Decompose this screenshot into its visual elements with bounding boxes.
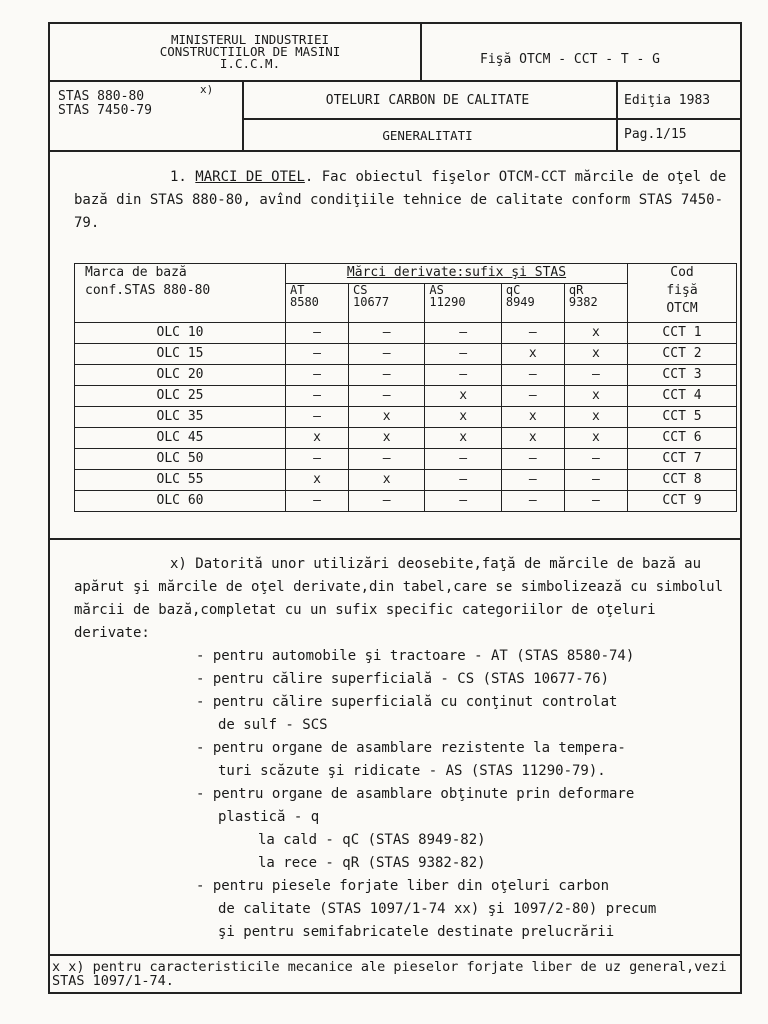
derived-mark-cell: x [501, 407, 564, 428]
list-item: - pentru organe de asamblare obţinute prin deformare [196, 786, 635, 802]
derived-mark-cell: – [564, 365, 627, 386]
derived-mark-cell: – [501, 386, 564, 407]
ministry-line-1: MINISTERUL INDUSTRIEI [170, 32, 330, 47]
derived-mark-cell: – [286, 365, 349, 386]
derived-mark-cell: – [501, 323, 564, 344]
header-vdivider-2 [242, 80, 244, 150]
derived-mark-cell: – [501, 470, 564, 491]
suffix-list [196, 645, 746, 944]
derived-mark-cell: x [564, 344, 627, 365]
list-item: - pentru piesele forjate liber din oţeluri carbon [196, 878, 610, 894]
table-row [75, 344, 737, 365]
suffix-code: qC [505, 282, 521, 297]
suffix-code: AS [429, 282, 444, 297]
intro-heading: MARCI DE OTEL [195, 169, 305, 185]
suffix-code: CS [353, 282, 368, 297]
table-row [75, 323, 737, 344]
derived-mark-cell: x [425, 386, 501, 407]
base-grade-cell: OLC 45 [75, 428, 286, 449]
code-cell: CCT 3 [628, 365, 737, 386]
base-grade-cell: OLC 20 [75, 365, 286, 386]
stas-line-2: STAS 7450-79 [58, 103, 152, 118]
code-cell: CCT 4 [628, 386, 737, 407]
header-divider-1 [48, 80, 742, 82]
edition: Ediţia 1983 [624, 93, 711, 108]
suffix-stas: 10677 [353, 294, 390, 309]
list-item: turi scăzute şi ridicate - AS (STAS 11290-79). [218, 763, 606, 779]
col-base-line-1: Marca de bază [85, 265, 187, 280]
base-grade-cell: OLC 60 [75, 491, 286, 512]
suffix-header [425, 283, 501, 322]
list-item: - pentru călire superficială - CS (STAS 10677-76) [196, 671, 610, 687]
derived-mark-cell: x [349, 470, 425, 491]
derived-mark-cell: x [564, 428, 627, 449]
col-base-line-2: conf.STAS 880-80 [85, 283, 211, 298]
code-cell: CCT 1 [628, 323, 737, 344]
note-paragraph [74, 553, 738, 645]
header-vdivider-3 [616, 80, 618, 150]
col-derived-header: Mărci derivate:sufix şi STAS [286, 264, 628, 284]
header-divider-3 [48, 150, 742, 152]
document-title: OTELURI CARBON DE CALITATE [325, 93, 530, 108]
derived-mark-cell: x [564, 407, 627, 428]
table-row [75, 386, 737, 407]
derived-mark-cell: x [349, 407, 425, 428]
derived-mark-cell: – [564, 449, 627, 470]
derived-mark-cell: – [286, 386, 349, 407]
suffix-stas: 11290 [429, 294, 466, 309]
derived-mark-cell: x [501, 428, 564, 449]
header-divider-2 [242, 118, 742, 120]
derived-mark-cell: – [501, 449, 564, 470]
col-code-line-2: fişă [666, 283, 698, 298]
list-item: la rece - qR (STAS 9382-82) [258, 855, 486, 871]
table-row [75, 470, 737, 491]
derived-mark-cell: – [286, 344, 349, 365]
footnote-text: pentru caracteristicile mecanice ale pieselor forjate liber de uz general,vezi STAS 1097/1-74. [52, 959, 727, 989]
intro-text: . Fac obiectul fişelor OTCM-CCT mărcile de oţel de bază din STAS 880-80, avînd condiţiile tehnice de calitate conform STAS 7450-79. [74, 169, 727, 231]
page-number: Pag.1/15 [624, 127, 687, 142]
code-cell: CCT 9 [628, 491, 737, 512]
derived-mark-cell: – [286, 323, 349, 344]
footnote-mark: x x) [52, 959, 85, 975]
derived-mark-cell: – [349, 386, 425, 407]
list-item: de sulf - SCS [218, 717, 328, 733]
derived-mark-cell: x [425, 428, 501, 449]
footnote [52, 960, 742, 988]
col-code-header [628, 264, 737, 323]
derived-mark-cell: – [501, 491, 564, 512]
derived-mark-cell: – [564, 491, 627, 512]
code-cell: CCT 7 [628, 449, 737, 470]
derived-mark-cell: – [425, 449, 501, 470]
base-grade-cell: OLC 10 [75, 323, 286, 344]
list-item: - pentru călire superficială cu conţinut controlat [196, 694, 618, 710]
intro-number: 1. [170, 169, 187, 185]
code-cell: CCT 2 [628, 344, 737, 365]
base-grade-cell: OLC 35 [75, 407, 286, 428]
derived-mark-cell: – [425, 470, 501, 491]
derived-mark-cell: – [349, 491, 425, 512]
derived-mark-cell: – [425, 323, 501, 344]
ministry-name [100, 34, 400, 70]
derived-mark-cell: – [425, 365, 501, 386]
derived-mark-cell: – [425, 344, 501, 365]
list-item: la cald - qC (STAS 8949-82) [258, 832, 486, 848]
derived-mark-cell: – [425, 491, 501, 512]
col-code-line-3: OTCM [666, 301, 698, 316]
col-code-line-1: Cod [670, 265, 694, 280]
derived-mark-cell: x [425, 407, 501, 428]
note-text: Datorită unor utilizări deosebite,faţă de mărcile de bază au apărut şi mărcile de oţel derivate,din tabel,care se simbolizează cu simbolul mărcii de bază,completat cu un sufix specific categoriilor de oţeluri derivate: [74, 556, 724, 641]
code-cell: CCT 6 [628, 428, 737, 449]
derived-mark-cell: – [349, 449, 425, 470]
table-row [75, 365, 737, 386]
list-item: şi pentru semifabricatele destinate prelucrării [218, 924, 615, 940]
intro-paragraph [74, 166, 738, 235]
suffix-code: AT [290, 282, 305, 297]
section-title: GENERALITATI [382, 128, 473, 143]
derived-mark-cell: – [349, 365, 425, 386]
code-cell: CCT 5 [628, 407, 737, 428]
suffix-header [286, 283, 349, 322]
list-item: - pentru organe de asamblare rezistente la tempera- [196, 740, 626, 756]
code-cell: CCT 8 [628, 470, 737, 491]
derived-mark-cell: – [349, 323, 425, 344]
ministry-line-2: CONSTRUCTIILOR DE MASINI [159, 44, 341, 59]
derived-mark-cell: – [286, 449, 349, 470]
derived-mark-cell: – [501, 365, 564, 386]
col-base-header [75, 264, 286, 323]
table-row [75, 428, 737, 449]
suffix-header [501, 283, 564, 322]
stas-references [58, 90, 152, 118]
steel-grades-table [74, 263, 737, 512]
suffix-stas: 9382 [568, 294, 598, 309]
list-item: de calitate (STAS 1097/1-74 xx) şi 1097/2-80) precum [218, 901, 657, 917]
table-row [75, 491, 737, 512]
body-divider [48, 538, 742, 540]
suffix-code: qR [568, 282, 584, 297]
derived-mark-cell: x [286, 428, 349, 449]
derived-mark-cell: – [286, 491, 349, 512]
derived-mark-cell: – [286, 407, 349, 428]
list-item: - pentru automobile şi tractoare - AT (STAS 8580-74) [196, 648, 635, 664]
derived-mark-cell: x [286, 470, 349, 491]
derived-mark-cell: x [349, 428, 425, 449]
derived-mark-cell: – [349, 344, 425, 365]
table-row [75, 449, 737, 470]
footnote-divider [48, 954, 742, 956]
derived-mark-cell: x [501, 344, 564, 365]
header-vdivider-1 [420, 22, 422, 80]
base-grade-cell: OLC 50 [75, 449, 286, 470]
note-mark: x) [170, 556, 187, 572]
derived-mark-cell: x [564, 323, 627, 344]
derived-mark-cell: – [564, 470, 627, 491]
stas-line-1: STAS 880-80 [58, 89, 145, 104]
suffix-header [349, 283, 425, 322]
table-row [75, 407, 737, 428]
ministry-line-3: I.C.C.M. [219, 56, 281, 71]
list-item: plastică - q [218, 809, 320, 825]
suffix-stas: 8949 [505, 294, 535, 309]
suffix-stas: 8580 [290, 294, 319, 309]
suffix-header [564, 283, 627, 322]
derived-mark-cell: x [564, 386, 627, 407]
base-grade-cell: OLC 15 [75, 344, 286, 365]
base-grade-cell: OLC 25 [75, 386, 286, 407]
stas-footnote-mark: x) [200, 83, 214, 96]
fisa-code: Fişă OTCM - CCT - T - G [480, 52, 661, 67]
base-grade-cell: OLC 55 [75, 470, 286, 491]
